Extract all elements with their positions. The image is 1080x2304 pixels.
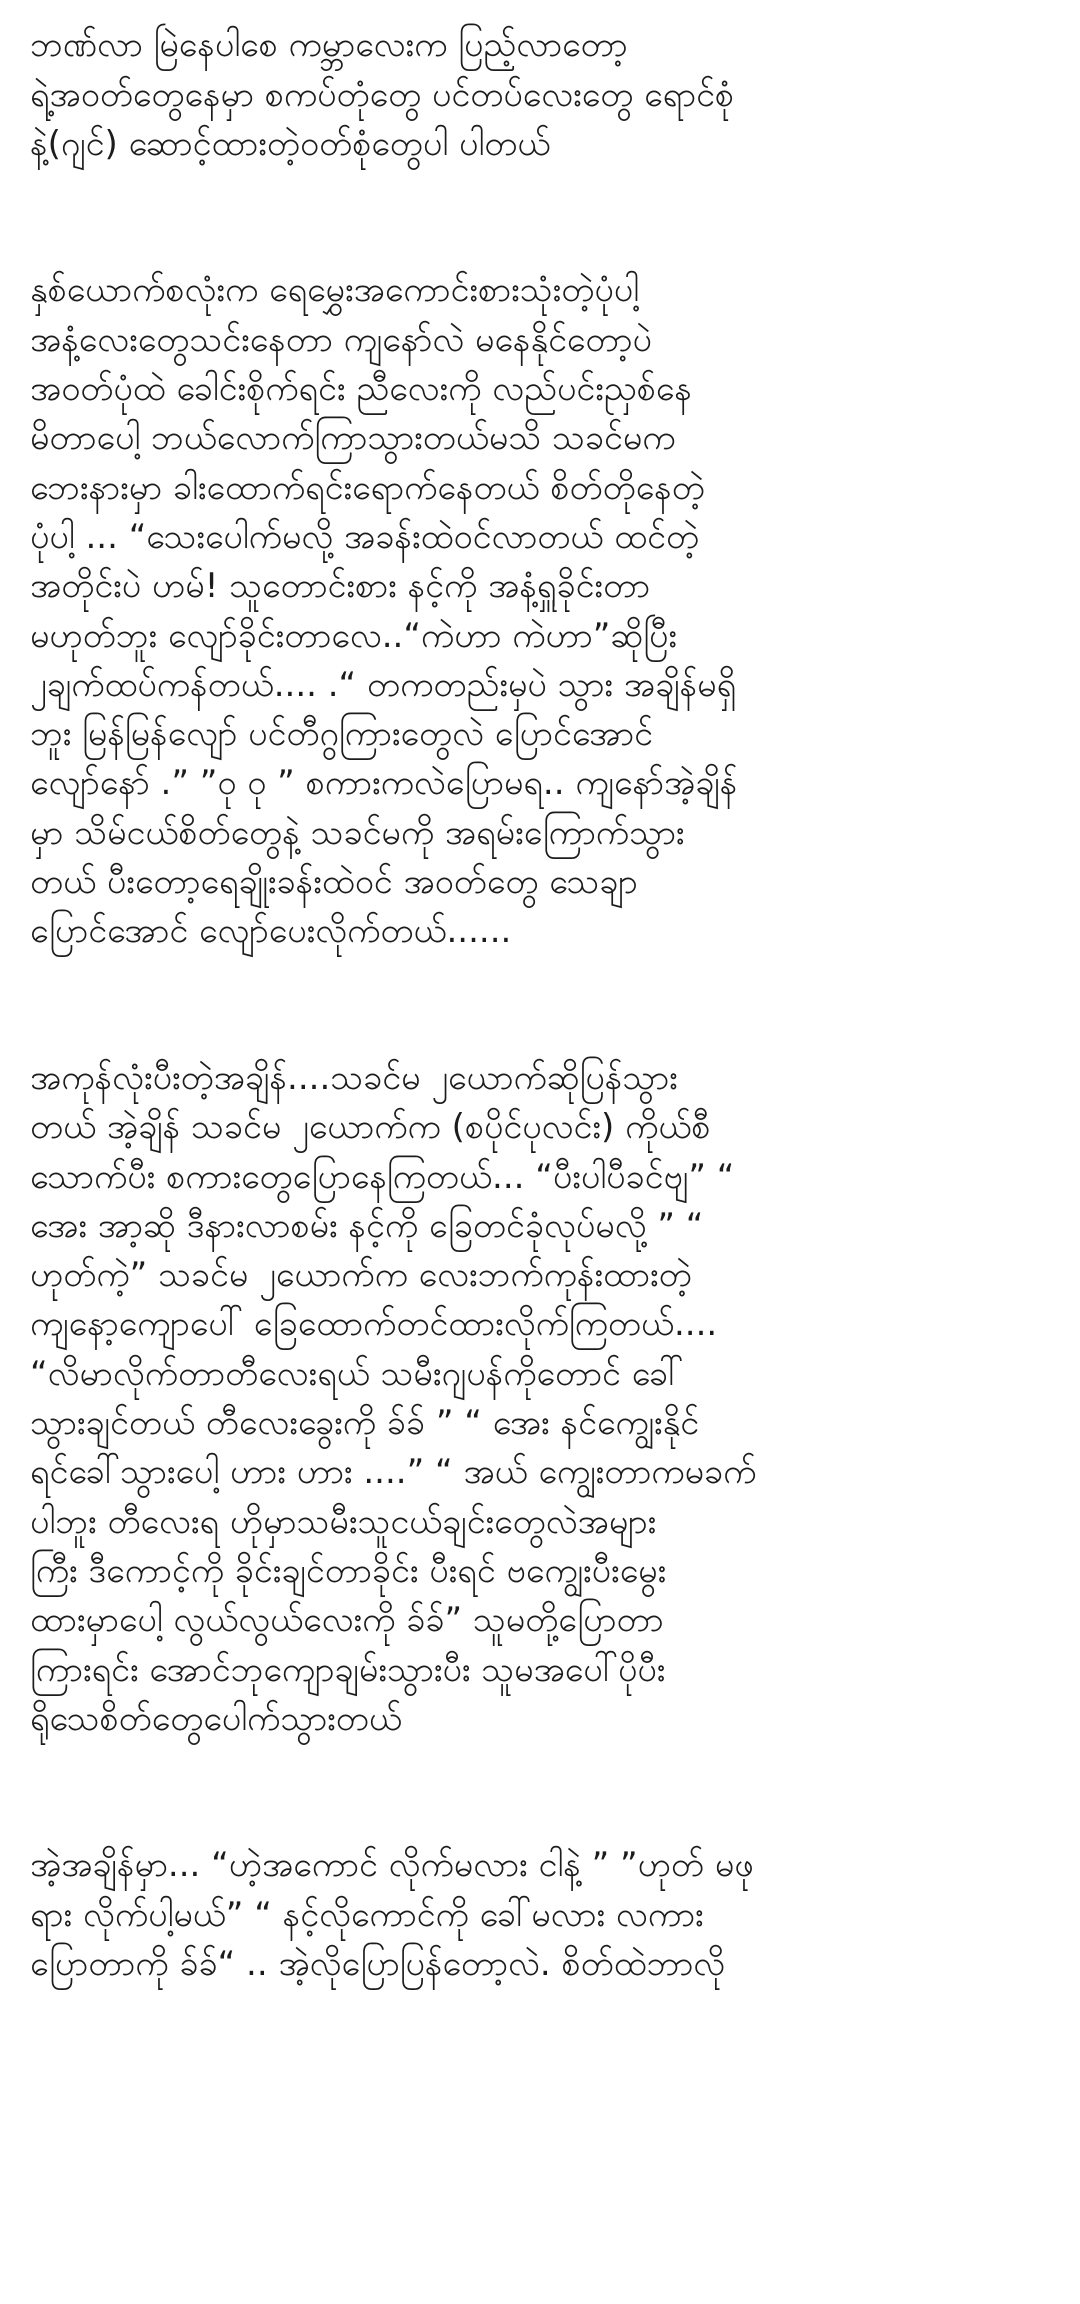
article-body <box>30 0 1060 2087</box>
paragraph: အကုန်လုံးပီးတဲ့အချိန်....သခင်မ ၂ယောက်ဆိုပြန်သွား တယ် အဲ့ချိန် သခင်မ ၂ယောက်က (စပိုင်ပုလင်း) ကိုယ်စီ သောက်ပီး စကားတွေပြောနေကြတယ်... “ပီးပါပီခင်ဗျ” “ အေး အာ့ဆို ဒီနားလာစမ်း နင့်ကို ခြေတင်ခုံလုပ်မလို့ ” “ ဟုတ်ကဲ့” သခင်မ ၂ယောက်က လေးဘက်ကုန်းထားတဲ့ ကျနော့ကျောပေါ် ခြေထောက်တင်ထားလိုက်ကြတယ်.... “လိမာလိုက်တာတီလေးရယ် သမီးဂျပန်ကိုတောင် ခေါ် သွားချင်တယ် တီလေးခွေးကို ခ်ခ် ” “ အေး နင်ကျွေးနိုင် ရင်ခေါ်သွားပေါ့ ဟား ဟား ....” “ အယ် ကျွေးတာကမခက် ပါဘူး တီလေးရ ဟိုမှာသမီးသူငယ်ချင်းတွေလဲအများ ကြီး ဒီကောင့်ကို ခိုင်းချင်တာခိုင်း ပီးရင် ဗကျွေးပီးမွေး ထားမှာပေါ့ လွယ်လွယ်လေးကို ခ်ခ်” သူမတို့ပြောတာ ကြားရင်း အောင်ဘုကျောချမ်းသွားပီး သူမအပေါ်ပိုပီး ရိုသေစိတ်တွေပေါက်သွားတယ် <box>30 1057 757 1739</box>
paragraph: နှစ်ယောက်စလုံးက ရေမွှေးအကောင်းစားသုံးတဲ့ပုံပါ့ အနံ့လေးတွေသင်းနေတာ ကျနော်လဲ မနေနိုင်တော့ပဲ အဝတ်ပုံထဲ ခေါင်းစိုက်ရင်း ညီလေးကို လည်ပင်းညှစ်နေ မိတာပေါ့ ဘယ်လောက်ကြာသွားတယ်မသိ သခင်မက ဘေးနားမှာ ခါးထောက်ရင်းရောက်နေတယ် စိတ်တိုနေတဲ့ ပုံပါ့ ... “သေးပေါက်မလို့ အခန်းထဲဝင်လာတယ် ထင်တဲ့ အတိုင်းပဲ ဟမ်! သူတောင်းစား နင့်ကို အနံ့ရှူခိုင်းတာ မဟုတ်ဘူး လျော်ခိုင်းတာလေ..“ကဲဟာ ကဲဟာ”ဆိုပြီး ၂ချက်ထပ်ကန်တယ်.... .“ တကတည်းမှပဲ သွား အချိန်မရှိ ဘူး မြန်မြန်လျော် ပင်တီဂွကြားတွေလဲ ပြောင်အောင် လျော်နော် .” ”ဝု ဝု ” စကားကလဲပြောမရ.. ကျနော်အဲ့ချိန် မှာ သိမ်ငယ်စိတ်တွေနဲ့ သခင်မကို အရမ်းကြောက်သွား တယ် ပီးတော့ရေချိုးခန်းထဲဝင် အဝတ်တွေ သေချာ ပြောင်အောင် လျော်ပေးလိုက်တယ်...... <box>30 270 738 952</box>
paragraph: အဲ့အချိန်မှာ... “ဟဲ့အကောင် လိုက်မလား ငါနဲ့ ” ”ဟုတ် မဖု ရား လိုက်ပါ့မယ်” “ နင့်လိုကောင်ကို ခေါ်မလား လကား ပြောတာကို ခ်ခ်“ .. အဲ့လိုပြောပြန်တော့လဲ. စိတ်ထဲဘာလို <box>30 1845 754 1984</box>
paragraph: ဘဏ်လာ မြဲနေပါစေ ကမ္ဘာလေးက ပြည့်လာတော့ ရဲ့အဝတ်တွေနေမှာ စကပ်တုံတွေ ပင်တပ်လေးတွေ ရောင်စုံ နဲ့(ဂျင်) ဆောင့်ထားတဲ့ဝတ်စုံတွေပါ ပါတယ် <box>30 25 735 164</box>
